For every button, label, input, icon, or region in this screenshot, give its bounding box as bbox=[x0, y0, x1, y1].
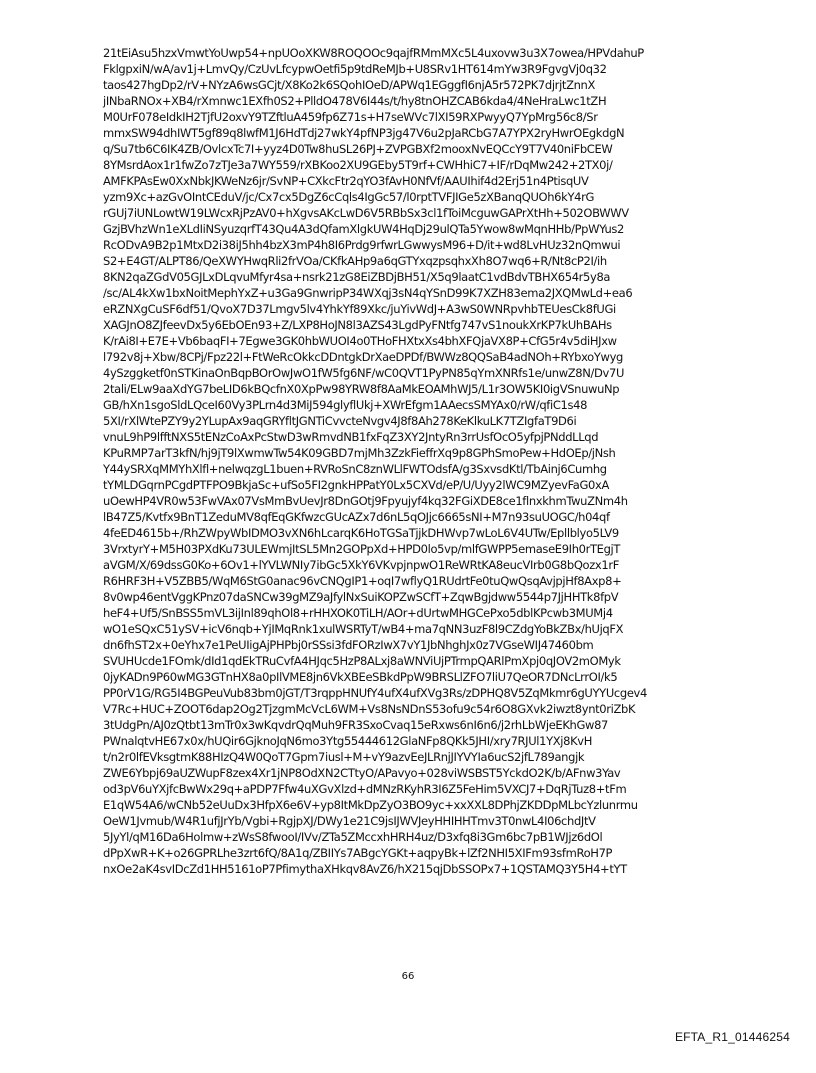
encoded-text-line: RcODvA9B2p1MtxD2i38iJ5hh4bzX3mP4h8I6Prdg9rfwrLGwwysM96+D/it+wd8LvHUz32nQmwui bbox=[103, 238, 621, 252]
encoded-text-line: /sc/AL4kXw1bxNoitMephYxZ+u3Ga9GnwripP34WXqj3sN4qYSnD99K7XZH83ema2JXQMwLd+ea6 bbox=[103, 286, 633, 300]
encoded-text-line: rGUj7iUNLowtW19LWcxRjPzAV0+hXgvsAKcLwD6V5RBbSx3cl1fToiMcguwGAPrXtHh+502OBWWV bbox=[103, 206, 629, 220]
encoded-text-line: 4feED4615b+/RhZWpyWbIDMO3vXN6hLcarqK6HoTGSaTjjkDHWvp7wLoL6V4UTw/Epllblyo5LV9 bbox=[103, 526, 619, 540]
encoded-text-line: t/n2r0lfEVksgtmK88HIzQ4W0QoT7Gpm7iusl+M+vY9azvEeJLRnjJIYVYIa6ucS2jfL789angjk bbox=[103, 750, 585, 764]
encoded-text-line: 4ySzggketf0nSTKinaOnBqpBOrOwJwO1fW5fg6NF/wC0QVT1PyPN85qYmXNRfs1e/unwZ8N/Dv7U bbox=[103, 366, 625, 380]
encoded-text-line: uOewHP4VR0w53FwVAx07VsMmBvUevJr8DnGOtj9Fpyujyf4kq32FGiXDE8ce1flnxkhmTwuZNm4h bbox=[103, 494, 628, 508]
encoded-text-line: 5JyYl/qM16Da6Holmw+zWsS8fwooI/IVv/ZTa5ZMccxhHRH4uz/D3xfq8i3Gm6bc7pB1WJjz6dOl bbox=[103, 830, 603, 844]
encoded-text-line: lB47Z5/Kvtfx9BnT1ZeduMV8qfEqGKfwzcGUcAZx7d6nL5qOJjc6665sNI+M7n93suUOGC/h04qf bbox=[103, 510, 610, 524]
encoded-text-line: OeW1Jvmub/W4R1ufjJrYb/Vgbi+RgjpXJ/DWy1e21C9jsIJWVJeyHHIHHTmv3T0nwL4I06chdJtV bbox=[103, 814, 596, 828]
encoded-text-line: tYMLDGqrnPCgdPTFPO9BkjaSc+ufSo5FI2gnkHPPatY0Lx5CXVd/eP/U/Uyy2lWC9MZyevFaG0xA bbox=[103, 478, 610, 492]
encoded-text-line: PP0rV1G/RG5I4BGPeuVub83bm0jGT/T3rqppHNUfY4ufX4ufXVg3Rs/zDPHQ8V5ZqMkmr6gUYYUcgev4 bbox=[103, 686, 647, 700]
encoded-text-line: 5XI/rXlWtePZY9y2YLupAx9aqGRYfltJGNTiCvvcteNvgv4J8f8Ah278KeKlkuLK7TZIgfaT9D6i bbox=[103, 414, 577, 428]
encoded-text-line: S2+E4GT/ALPT86/QeXWYHwqRli2frVOa/CKfkAHp9a6qGTYxqzpsqhxXh8O7wq6+R/Nt8cP2I/ih bbox=[103, 254, 607, 268]
encoded-text-line: 8YMsrdAox1r1fwZo7zTJe3a7WY559/rXBKoo2XU9GEby5T9rf+CWHhiC7+IF/rDqMw242+2TX0j/ bbox=[103, 158, 613, 172]
bates-number: EFTA_R1_01446254 bbox=[674, 1030, 790, 1044]
encoded-text-line: 3VrxtyrY+M5H03PXdKu73ULEWmjItSL5Mn2GOPpXd+HPD0lo5vp/mlfGWPP5emaseE9Ih0rTEgjT bbox=[103, 542, 621, 556]
encoded-text-line: KPuRMP7arT3kfN/hj9jT9lXwmwTw54K09GBD7mjMh3ZzkFieffrXq9p8GPhSmoPew+HdOEp/jNsh bbox=[103, 446, 616, 460]
encoded-text-line: eRZNXgCuSF6df51/QvoX7D37Lmgv5lv4YhkYf89Xkc/juYivWdJ+A3wS0WNRpvhbTEUesCk8fUGi bbox=[103, 302, 616, 316]
encoded-text-line: 8KN2qaZGdV05GJLxDLqvuMfyr4sa+nsrk21zG8EiZBDjBH51/X5q9laatC1vdBdvTBHX654r5y8a bbox=[103, 270, 611, 284]
encoded-text-line: vnuL9hP9lfftNXS5tENzCoAxPcStwD3wRmvdNB1fxFqZ3XY2JntyRn3rrUsfOcO5yfpjPNddLLqd bbox=[103, 430, 599, 444]
encoded-text-line: 21tEiAsu5hzxVmwtYoUwp54+npUOoXKW8ROQOOc9qajfRMmMXc5L4uxovw3u3X7owea/HPVdahuP bbox=[103, 46, 644, 60]
encoded-text-line: SVUHUcde1FOmk/dId1qdEkTRuCvfA4HJqc5HzP8ALxj8aWNViUjPTrmpQARlPmXpj0qJOV2mOMyk bbox=[103, 654, 621, 668]
encoded-text-line: R6HRF3H+V5ZBB5/WqM6StG0anac96vCNQgIP1+oqI7wflyQ1RUdrtFe0tuQwQsqAvjpjHf8Axp8+ bbox=[103, 574, 622, 588]
encoded-text-line: q/Su7tb6C6IK4ZB/OvlcxTc7I+yyz4D0Tw8huSL26PJ+ZVPGBXf2mooxNvEQCcY9T7V40niFbCEW bbox=[103, 142, 613, 156]
encoded-text-line: heF4+Uf5/SnBSS5mVL3ijInl89qhOl8+rHHXOK0TiLH/AOr+dUrtwMHGCePxo5dblKPcwb3MUMj4 bbox=[103, 606, 613, 620]
encoded-text-line: nxOe2aK4svIDcZd1HH5161oP7PfimythaXHkqv8AvZ6/hX215qjDbSSOPx7+1QSTAMQ3Y5H4+tYT bbox=[103, 862, 627, 876]
encoded-text-line: od3pV6uYXjfcBwWx29q+aPDP7Ffw4uXGvXlzd+dMNzRKyhR3I6Z5FeHim5VXCJ7+DqRjTuz8+tFm bbox=[103, 782, 627, 796]
encoded-text-line: V7Rc+HUC+ZOOT6dap2Og2TjzgmMcVcL6WM+Vs8NsNDnS53ofu9c54r6O8GXvk2iwzt8ynt0riZbK bbox=[103, 702, 636, 716]
encoded-text-line: Y44ySRXqMMYhXlfl+nelwqzgL1buen+RVRoSnC8znWLlFWTOdsfA/g3SxvsdKtl/TbAinj6Cumhg bbox=[103, 462, 607, 476]
encoded-text-line: FklgpxiN/wA/av1j+LmvQy/CzUvLfcypwOetfi5p9tdReMJb+U8SRv1HT614mYw3R9FgvgVj0q32 bbox=[103, 62, 607, 76]
encoded-text-line: GzjBVhzWn1eXLdIiNSyuzqrfT43Qu4A3dQfamXlgkUW4HqDj29ulQTa5Ywow8wMqnHHb/PpWYus2 bbox=[103, 222, 625, 236]
encoded-text-line: l792v8j+Xbw/8CPj/Fpz22l+FtWeRcOkkcDDntgkDrXaeDPDf/BWWz8QQSaB4adNOh+RYbxoYwyg bbox=[103, 350, 624, 364]
encoded-text-line: jINbaRNOx+XB4/rXmnwc1EXfh0S2+PlldO478V6I44s/t/hy8tnOHZCAB6kda4/4NeHraLwc1tZH bbox=[103, 94, 607, 108]
encoded-text-line: E1qW54A6/wCNb52eUuDx3HfpX6e6V+yp8ItMkDpZyO3BO9yc+xxXXL8DPhjZKDDpMLbcYzlunrmu bbox=[103, 798, 638, 812]
encoded-text-line: dPpXwR+K+o26GPRLhe3zrt6fQ/8A1q/ZBIIYs7ABgcYGKt+aqpyBk+lZf2NHI5XIFm93sfmRoH7P bbox=[103, 846, 613, 860]
encoded-text-line: dn6fhST2x+0eYhx7e1PeUIigAjPHPbj0rSSsi3fdFORzIwX7vY1JbNhghJx0z7VGseWIJ47460bm bbox=[103, 638, 594, 652]
page-number: 66 bbox=[401, 971, 415, 982]
encoded-text-line: 2tali/ELw9aaXdYG7beLID6kBQcfnX0XpPw98YRW8f8AaMkEOAMhWJ5/L1r3OW5KI0igVSnuwuNp bbox=[103, 382, 620, 396]
encoded-text-line: AMFKPAsEw0XxNbkJKWeNz6jr/SvNP+CXkcFtr2qYO3fAvH0NfVf/AAUIhif4d2Erj51n4PtisqUV bbox=[103, 174, 589, 188]
encoded-text-line: 3tUdgPn/AJ0zQtbt13mTr0x3wKqvdrQqMuh9FR3SxoCvaq15eRxws6nI6n6/j2rhLbWjeEKhGw87 bbox=[103, 718, 609, 732]
encoded-text-line: 8v0wp46entVggKPnz07daSNCw39gMZ9aJfylNxSuiKOPZwSCfT+ZqwBgjdww5544p7JjHHTk8fpV bbox=[103, 590, 619, 604]
encoded-text-line: mmxSW94dhIWT5gf89q8lwfM1J6HdTdj27wkY4pfNP3jg47V6u2pJaRCbG7A7YPX2ryHwrOEgkdgN bbox=[103, 126, 625, 140]
encoded-text-line: XAGJnO8ZJfeevDx5y6EbOEn93+Z/LXP8HoJN8l3AZS43LgdPyFNtfg747vS1noukXrKP7kUhBAHs bbox=[103, 318, 612, 332]
encoded-text-line: 0jyKADn9P60wMG3GTnHX8a0pIlVME8jn6VkXBEeSBkdPpW9BRSLlZFO7liU7QeOR7DNcLrrOI/k5 bbox=[103, 670, 618, 684]
encoded-text-line: yzm9Xc+azGvOIntCEduV/jc/Cx7cx5DgZ6cCqls4IgGc57/l0rptTVFJIGe5zXBanqQUOh6kY4rG bbox=[103, 190, 595, 204]
encoded-text-line: ZWE6Ybpj69aUZWupF8zex4Xr1jNP8OdXN2CTtyO/APavyo+028viWSBST5YckdO2K/b/AFnw3Yav bbox=[103, 766, 621, 780]
encoded-text-line: aVGM/X/69dssG0Ko+6Ov1+lYVLWNIy7ibGc5XkY6VKvpjnpwO1ReWRtKA8eucVIrb0G8bQozx1rF bbox=[103, 558, 619, 572]
encoded-text-line: M0UrF078eIdkIH2TjfU2oxvY9TZftluA459fp6Z71s+H7seWVc7lXI59RXPwyyQ7YpMrg56c8/Sr bbox=[103, 110, 598, 124]
encoded-text-line: K/rAi8I+E7E+Vb6baqFI+7Egwe3GK0hbWUOI4o0THoFHXtxXs4bhXFQjaVX8P+CfG5r4v5diHJxw bbox=[103, 334, 617, 348]
encoded-text-line: PWnalqtvHE67x0x/hUQir6GjknoJqN6mo3Ytg55444612GlaNFp8QKk5JHI/xry7RJUl1YXj8KvH bbox=[103, 734, 593, 748]
encoded-text-line: wO1eSQxC51ySV+icV6nqb+YjIMqRnk1xulWSRTyT/wB4+ma7qNN3uzF8l9CZdgYoBkZBx/hUjqFX bbox=[103, 622, 624, 636]
encoded-text-line: GB/hXn1sgoSldLQceI60Vy3PLrn4d3MiJ594glyflUkj+XWrEfgm1AAecsSMYAx0/rW/qfiC1s48 bbox=[103, 398, 588, 412]
encoded-text-block bbox=[103, 45, 703, 877]
encoded-text-line: taos427hgDp2/rV+NYzA6wsGCjt/X8Ko2k6SQohIOeD/APWq1EGggfI6njA5r572PK7djrjtZnnX bbox=[103, 78, 596, 92]
